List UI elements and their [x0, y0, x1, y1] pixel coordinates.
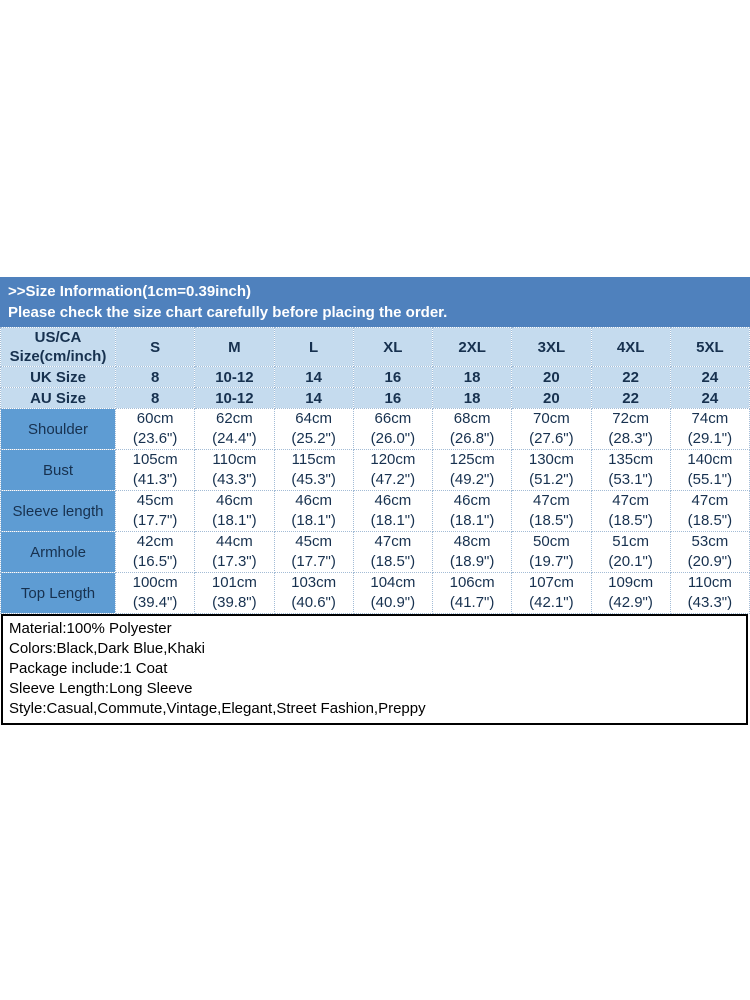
- measurement-inch: (16.5"): [132, 553, 178, 570]
- measurement-value-cell: [591, 532, 670, 573]
- measurement-value-cell: [195, 450, 274, 491]
- measurement-value-cell: [116, 532, 195, 573]
- product-info-line: Package include:1 Coat: [9, 660, 168, 677]
- measurement-inch: (53.1"): [608, 471, 653, 488]
- measurement-cm: 46cm: [374, 492, 412, 509]
- measurement-inch: (20.9"): [687, 553, 733, 570]
- measurement-inch: (43.3"): [212, 471, 257, 488]
- region-size-value: 20: [512, 367, 591, 388]
- measurement-value-cell: [353, 573, 432, 614]
- measurement-cm: 66cm: [374, 410, 412, 427]
- measurement-value-cell: [116, 573, 195, 614]
- measurement-cm: 47cm: [691, 492, 729, 509]
- measurement-inch: (23.6"): [132, 430, 178, 447]
- corner-label-uscasize: [1, 328, 116, 367]
- measurement-cm: 115cm: [291, 451, 336, 468]
- measurement-cm: 42cm: [136, 533, 174, 550]
- measurement-inch: (18.1"): [291, 512, 336, 529]
- region-size-value: 20: [512, 388, 591, 409]
- measurement-cm: 70cm: [533, 410, 570, 427]
- region-size-value: 22: [591, 367, 670, 388]
- region-size-value: 22: [591, 388, 670, 409]
- region-size-value: 10-12: [195, 388, 274, 409]
- product-info-line: Sleeve Length:Long Sleeve: [9, 680, 193, 697]
- size-column-header-xl: XL: [353, 328, 432, 367]
- measurement-inch: (26.8"): [449, 430, 495, 447]
- measurement-value-cell: [670, 491, 749, 532]
- measurement-cm: 45cm: [136, 492, 174, 509]
- measurement-row-label: Armhole: [1, 532, 116, 573]
- measurement-value-cell: [433, 450, 512, 491]
- measurement-value-cell: [195, 491, 274, 532]
- region-size-value: 8: [116, 388, 195, 409]
- measurement-value-cell: [195, 409, 274, 450]
- measurement-inch: (42.9"): [608, 594, 653, 611]
- measurement-inch: (39.8"): [212, 594, 257, 611]
- region-size-value: 18: [433, 367, 512, 388]
- region-size-value: 8: [116, 367, 195, 388]
- measurement-inch: (42.1"): [529, 594, 574, 611]
- region-size-row: [1, 367, 750, 388]
- banner-title: >>Size Information(1cm=0.39inch): [8, 283, 251, 300]
- measurement-inch: (26.0"): [370, 430, 416, 447]
- product-info-line: Material:100% Polyester: [9, 620, 172, 637]
- measurement-cm: 47cm: [533, 492, 570, 509]
- measurement-cm: 109cm: [608, 574, 654, 591]
- size-column-header-5xl: 5XL: [670, 328, 749, 367]
- region-size-value: 24: [670, 388, 749, 409]
- measurement-inch: (19.7"): [529, 553, 574, 570]
- measurement-inch: (18.1"): [370, 512, 416, 529]
- measurement-cm: 64cm: [295, 410, 332, 427]
- measurement-value-cell: [195, 573, 274, 614]
- banner-subtitle: Please check the size chart carefully before placing the order.: [8, 304, 448, 321]
- measurement-value-cell: [353, 532, 432, 573]
- measurement-value-cell: [512, 532, 591, 573]
- measurement-cm: 104cm: [370, 574, 416, 591]
- measurement-value-cell: [512, 409, 591, 450]
- region-size-value: 16: [353, 367, 432, 388]
- measurement-cm: 100cm: [132, 574, 178, 591]
- measurement-cm: 105cm: [132, 451, 178, 468]
- product-info-line: Colors:Black,Dark Blue,Khaki: [9, 640, 205, 657]
- measurement-inch: (27.6"): [529, 430, 574, 447]
- measurement-value-cell: [433, 491, 512, 532]
- measurement-inch: (41.3"): [132, 471, 178, 488]
- measurement-value-cell: [670, 450, 749, 491]
- product-info-box: [1, 614, 748, 725]
- measurement-cm: 101cm: [211, 574, 257, 591]
- measurement-value-cell: [591, 573, 670, 614]
- measurement-cm: 47cm: [374, 533, 412, 550]
- size-chart-table: [0, 327, 750, 614]
- measurement-value-cell: [274, 450, 353, 491]
- measurement-value-cell: [670, 532, 749, 573]
- measurement-inch: (18.1"): [449, 512, 495, 529]
- measurement-cm: 45cm: [295, 533, 332, 550]
- measurement-inch: (40.6"): [291, 594, 336, 611]
- measurement-cm: 51cm: [612, 533, 649, 550]
- measurement-cm: 46cm: [295, 492, 332, 509]
- product-info-line: Style:Casual,Commute,Vintage,Elegant,Street Fashion,Preppy: [9, 700, 426, 717]
- measurement-cm: 140cm: [687, 451, 733, 468]
- measurement-inch: (24.4"): [212, 430, 257, 447]
- measurement-value-cell: [274, 573, 353, 614]
- size-column-header-2xl: 2XL: [433, 328, 512, 367]
- measurement-value-cell: [591, 409, 670, 450]
- measurement-row-label: Sleeve length: [1, 491, 116, 532]
- measurement-cm: 107cm: [528, 574, 574, 591]
- measurement-cm: 125cm: [449, 451, 495, 468]
- measurement-value-cell: [433, 532, 512, 573]
- measurement-cm: 48cm: [453, 533, 491, 550]
- measurement-cm: 50cm: [533, 533, 570, 550]
- measurement-value-cell: [353, 450, 432, 491]
- measurement-inch: (17.7"): [291, 553, 336, 570]
- measurement-value-cell: [591, 491, 670, 532]
- region-size-value: 14: [274, 367, 353, 388]
- measurement-value-cell: [670, 409, 749, 450]
- measurement-value-cell: [116, 409, 195, 450]
- measurement-inch: (18.5"): [687, 512, 733, 529]
- size-column-header-3xl: 3XL: [512, 328, 591, 367]
- region-row-label: AU Size: [1, 388, 116, 409]
- measurement-value-cell: [116, 491, 195, 532]
- corner-label-line1: US/CA: [34, 329, 82, 346]
- measurement-cm: 110cm: [687, 574, 732, 591]
- measurement-cm: 120cm: [370, 451, 416, 468]
- region-size-value: 14: [274, 388, 353, 409]
- measurement-inch: (18.5"): [608, 512, 653, 529]
- measurement-value-cell: [512, 573, 591, 614]
- measurement-value-cell: [353, 491, 432, 532]
- measurement-row: [1, 491, 750, 532]
- measurement-cm: 68cm: [453, 410, 491, 427]
- measurement-row: [1, 532, 750, 573]
- measurement-value-cell: [591, 450, 670, 491]
- measurement-inch: (28.3"): [608, 430, 653, 447]
- measurement-cm: 135cm: [608, 451, 654, 468]
- size-column-header-s: S: [116, 328, 195, 367]
- measurement-value-cell: [353, 409, 432, 450]
- measurement-value-cell: [512, 491, 591, 532]
- measurement-inch: (17.7"): [132, 512, 178, 529]
- measurement-cm: 46cm: [216, 492, 253, 509]
- measurement-cm: 47cm: [612, 492, 649, 509]
- measurement-value-cell: [433, 409, 512, 450]
- measurement-cm: 46cm: [453, 492, 491, 509]
- measurement-inch: (29.1"): [687, 430, 733, 447]
- measurement-cm: 103cm: [291, 574, 337, 591]
- size-column-header-m: M: [195, 328, 274, 367]
- measurement-row: [1, 573, 750, 614]
- region-size-value: 18: [433, 388, 512, 409]
- measurement-inch: (17.3"): [212, 553, 257, 570]
- measurement-inch: (39.4"): [132, 594, 178, 611]
- measurement-inch: (55.1"): [687, 471, 733, 488]
- measurement-row-label: Shoulder: [1, 409, 116, 450]
- measurement-inch: (20.1"): [608, 553, 653, 570]
- region-size-value: 24: [670, 367, 749, 388]
- region-size-row: [1, 388, 750, 409]
- size-column-header-l: L: [274, 328, 353, 367]
- measurement-row: [1, 409, 750, 450]
- measurement-row: [1, 450, 750, 491]
- corner-label-line2: Size(cm/inch): [9, 348, 107, 365]
- measurement-inch: (49.2"): [449, 471, 495, 488]
- measurement-value-cell: [670, 573, 749, 614]
- measurement-value-cell: [512, 450, 591, 491]
- measurement-inch: (47.2"): [370, 471, 416, 488]
- region-size-value: 16: [353, 388, 432, 409]
- measurement-inch: (40.9"): [370, 594, 416, 611]
- measurement-inch: (45.3"): [291, 471, 336, 488]
- measurement-value-cell: [195, 532, 274, 573]
- measurement-inch: (18.5"): [370, 553, 416, 570]
- region-row-label: UK Size: [1, 367, 116, 388]
- measurement-cm: 60cm: [136, 410, 174, 427]
- measurement-inch: (18.9"): [449, 553, 495, 570]
- measurement-value-cell: [274, 409, 353, 450]
- measurement-inch: (25.2"): [291, 430, 336, 447]
- measurement-inch: (18.5"): [529, 512, 574, 529]
- measurement-cm: 53cm: [691, 533, 729, 550]
- size-column-header-4xl: 4XL: [591, 328, 670, 367]
- measurement-value-cell: [274, 532, 353, 573]
- table-header-row: [1, 328, 750, 367]
- measurement-value-cell: [116, 450, 195, 491]
- measurement-value-cell: [433, 573, 512, 614]
- measurement-cm: 62cm: [216, 410, 253, 427]
- measurement-inch: (18.1"): [212, 512, 257, 529]
- measurement-value-cell: [274, 491, 353, 532]
- measurement-inch: (43.3"): [687, 594, 733, 611]
- measurement-cm: 110cm: [212, 451, 257, 468]
- measurement-row-label: Top Length: [1, 573, 116, 614]
- measurement-cm: 130cm: [528, 451, 574, 468]
- measurement-cm: 74cm: [691, 410, 729, 427]
- measurement-inch: (51.2"): [529, 471, 574, 488]
- size-info-banner: [0, 277, 750, 327]
- measurement-cm: 72cm: [612, 410, 649, 427]
- measurement-cm: 106cm: [449, 574, 495, 591]
- measurement-cm: 44cm: [216, 533, 253, 550]
- measurement-inch: (41.7"): [449, 594, 495, 611]
- measurement-row-label: Bust: [1, 450, 116, 491]
- region-size-value: 10-12: [195, 367, 274, 388]
